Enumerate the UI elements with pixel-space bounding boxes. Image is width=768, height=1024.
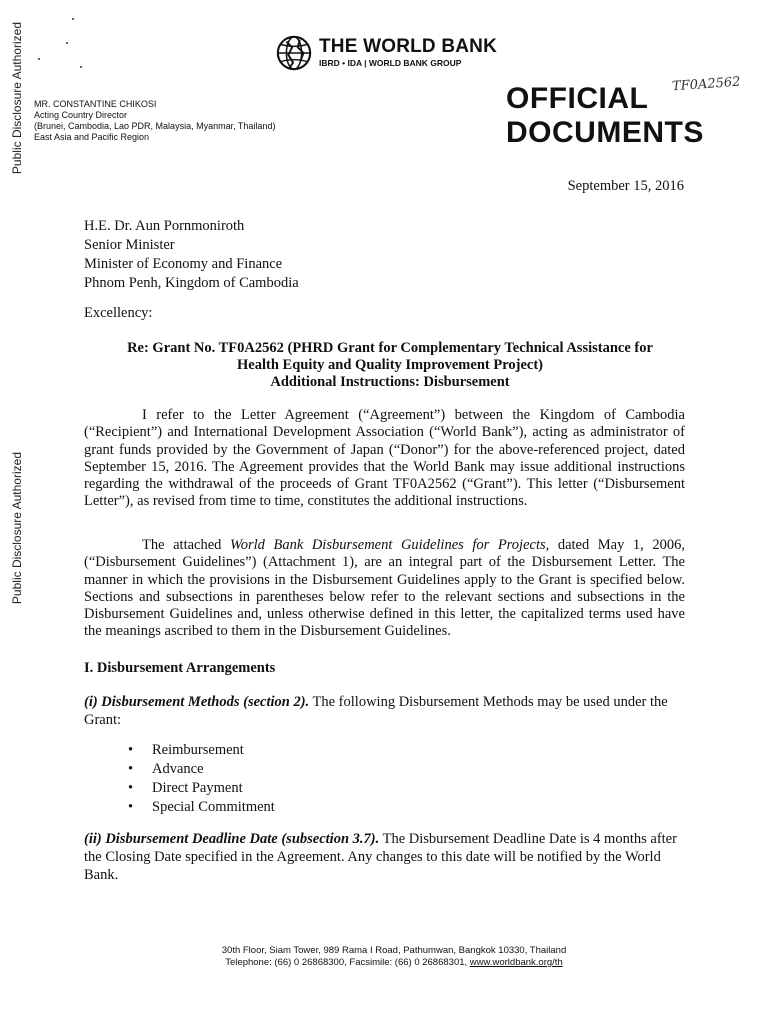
deadline-heading: (ii) Disbursement Deadline Date (subsection 3.7). (84, 831, 380, 847)
disclosure-stamp-middle: Public Disclosure Authorized (10, 452, 24, 605)
footer-contact (0, 957, 768, 969)
paragraph-guidelines-lead: The attached (142, 537, 230, 553)
sender-region: East Asia and Pacific Region (34, 132, 150, 142)
list-item: • Advance (128, 760, 275, 779)
paragraph-agreement (84, 407, 685, 511)
methods-heading: (i) Disbursement Methods (section 2). (84, 694, 310, 710)
methods-text: The following Disbursement Methods may be used under the Grant: (84, 694, 668, 728)
list-item: • Reimbursement (128, 741, 275, 760)
subject-block (80, 340, 700, 391)
sender-countries: (Brunei, Cambodia, Lao PDR, Malaysia, Myanmar, Thailand) (34, 121, 276, 131)
letterhead (275, 34, 497, 72)
deadline-date (84, 830, 685, 884)
paragraph-agreement-text: I refer to the Letter Agreement (“Agreement”) between the Kingdom of Cambodia (“Recipient”) and International Development Association (“World Bank”), acting as administrator of grant funds provided by the Government of Japan (“Donor”) for the above-referenced project, dated September 15, 2016. The Agreement provides that the World Bank may issue additional instructions regarding the withdrawal of the proceeds of Grant TF0A2562 (“Grant”). This letter (“Disbursement Letter”), as revised from time to time, constitutes the additional instructions. (84, 407, 685, 510)
footer-address: 30th Floor, Siam Tower, 989 Rama I Road, Pathumwan, Bangkok 10330, Thailand (221, 945, 567, 956)
paragraph-guidelines-rest: , dated May 1, 2006, (“Disbursement Guidelines”) (Attachment 1), are an integral part of the Disbursement Letter. The manner in which the provisions in the Disbursement Guidelines apply to the Grant is specified below. Sections and subsections in parentheses below refer to the relevant sections and subsections in the Disbursement Guidelines and, unless otherwise defined in this letter, the capitalized terms used have the meanings ascribed to them in the Disbursement Guidelines. (84, 537, 686, 640)
addressee-name: H.E. Dr. Aun Pornmoniroth (84, 218, 245, 234)
sender-name: MR. CONSTANTINE CHIKOSI (34, 99, 157, 109)
sender-block (34, 99, 275, 143)
subject-line-2: Health Equity and Quality Improvement Project) (237, 357, 543, 373)
subject-line-3: Additional Instructions: Disbursement (270, 374, 510, 390)
disclosure-stamp-top: Public Disclosure Authorized (10, 22, 24, 175)
guidelines-title: World Bank Disbursement Guidelines for Projects (229, 537, 546, 553)
stamp-line-documents: DOCUMENTS (506, 116, 704, 149)
disbursement-methods (84, 693, 685, 729)
org-subtitle: IBRD • IDA | WORLD BANK GROUP (319, 58, 462, 68)
letter-date: September 15, 2016 (567, 178, 684, 194)
section-heading: I. Disbursement Arrangements (84, 660, 276, 676)
stamp-line-official: OFFICIAL (506, 82, 649, 115)
deadline-text: The Disbursement Deadline Date is 4 months after the Closing Date specified in the Agreement. Any changes to this date will be notified by the World Bank. (84, 831, 677, 883)
handwritten-annotation: TF0A2562 (671, 74, 741, 95)
subject-line-1: Re: Grant No. TF0A2562 (PHRD Grant for Complementary Technical Assistance for (127, 340, 653, 356)
addressee-role: Senior Minister (84, 237, 175, 253)
list-item: • Direct Payment (128, 779, 275, 798)
salutation: Excellency: (84, 305, 153, 321)
paragraph-guidelines (84, 537, 685, 641)
list-item: • Special Commitment (128, 798, 275, 817)
sender-title: Acting Country Director (34, 110, 128, 120)
footer-phone-fax: Telephone: (66) 0 26868300, Facsimile: (66) 0 26868301, (225, 957, 470, 968)
methods-list (128, 741, 275, 817)
globe-icon (275, 34, 313, 72)
footer (0, 945, 768, 969)
org-name: THE WORLD BANK (319, 36, 498, 57)
addressee-block (84, 217, 299, 293)
website-link[interactable]: www.worldbank.org/th (469, 957, 563, 968)
addressee-location: Phnom Penh, Kingdom of Cambodia (84, 275, 299, 291)
addressee-ministry: Minister of Economy and Finance (84, 256, 283, 272)
